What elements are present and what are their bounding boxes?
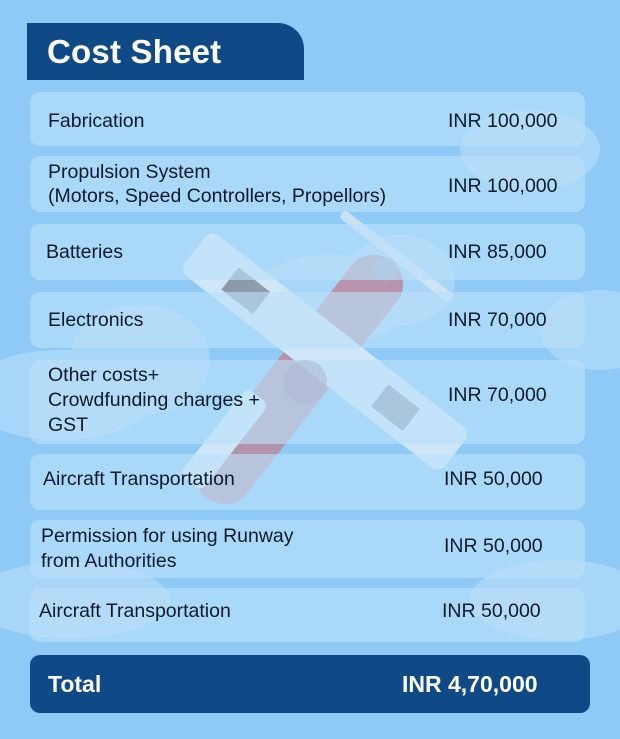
total-value: INR 4,70,000 xyxy=(402,671,538,697)
cost-row-aircraft-transportation xyxy=(30,454,585,510)
row-label: Batteries xyxy=(46,241,123,263)
cost-row-fabrication xyxy=(30,92,585,146)
total-label: Total xyxy=(48,671,102,697)
row-value: INR 100,000 xyxy=(448,110,558,132)
row-label-line2: Crowdfunding charges + xyxy=(48,389,260,411)
row-value: INR 100,000 xyxy=(448,175,558,197)
cost-row-propulsion-system xyxy=(30,156,585,212)
row-value: INR 50,000 xyxy=(444,535,543,557)
row-label: Fabrication xyxy=(48,110,145,132)
page-title: Cost Sheet xyxy=(47,33,222,70)
row-value: INR 50,000 xyxy=(442,600,541,622)
row-value: INR 70,000 xyxy=(448,384,547,406)
row-label: Propulsion System xyxy=(48,161,211,183)
row-label: Electronics xyxy=(48,309,144,331)
cost-row-other-costs xyxy=(30,360,585,444)
row-label-line3: GST xyxy=(48,414,89,436)
row-label: Aircraft Transportation xyxy=(39,600,231,622)
title-tab xyxy=(27,23,304,80)
cost-row-aircraft-transportation-2 xyxy=(30,588,585,642)
row-label: Other costs+ xyxy=(48,364,160,386)
row-value: INR 70,000 xyxy=(448,309,547,331)
row-label: Aircraft Transportation xyxy=(43,468,235,490)
row-label-line2: (Motors, Speed Controllers, Propellors) xyxy=(48,185,387,207)
total-bar xyxy=(30,655,590,713)
cost-row-runway-permission xyxy=(30,520,585,578)
row-value: INR 50,000 xyxy=(444,468,543,490)
row-value: INR 85,000 xyxy=(448,241,547,263)
row-label: Permission for using Runway xyxy=(41,525,294,547)
row-label-line2: from Authorities xyxy=(41,550,177,572)
cost-row-batteries xyxy=(30,224,585,280)
cost-row-electronics xyxy=(30,292,585,348)
